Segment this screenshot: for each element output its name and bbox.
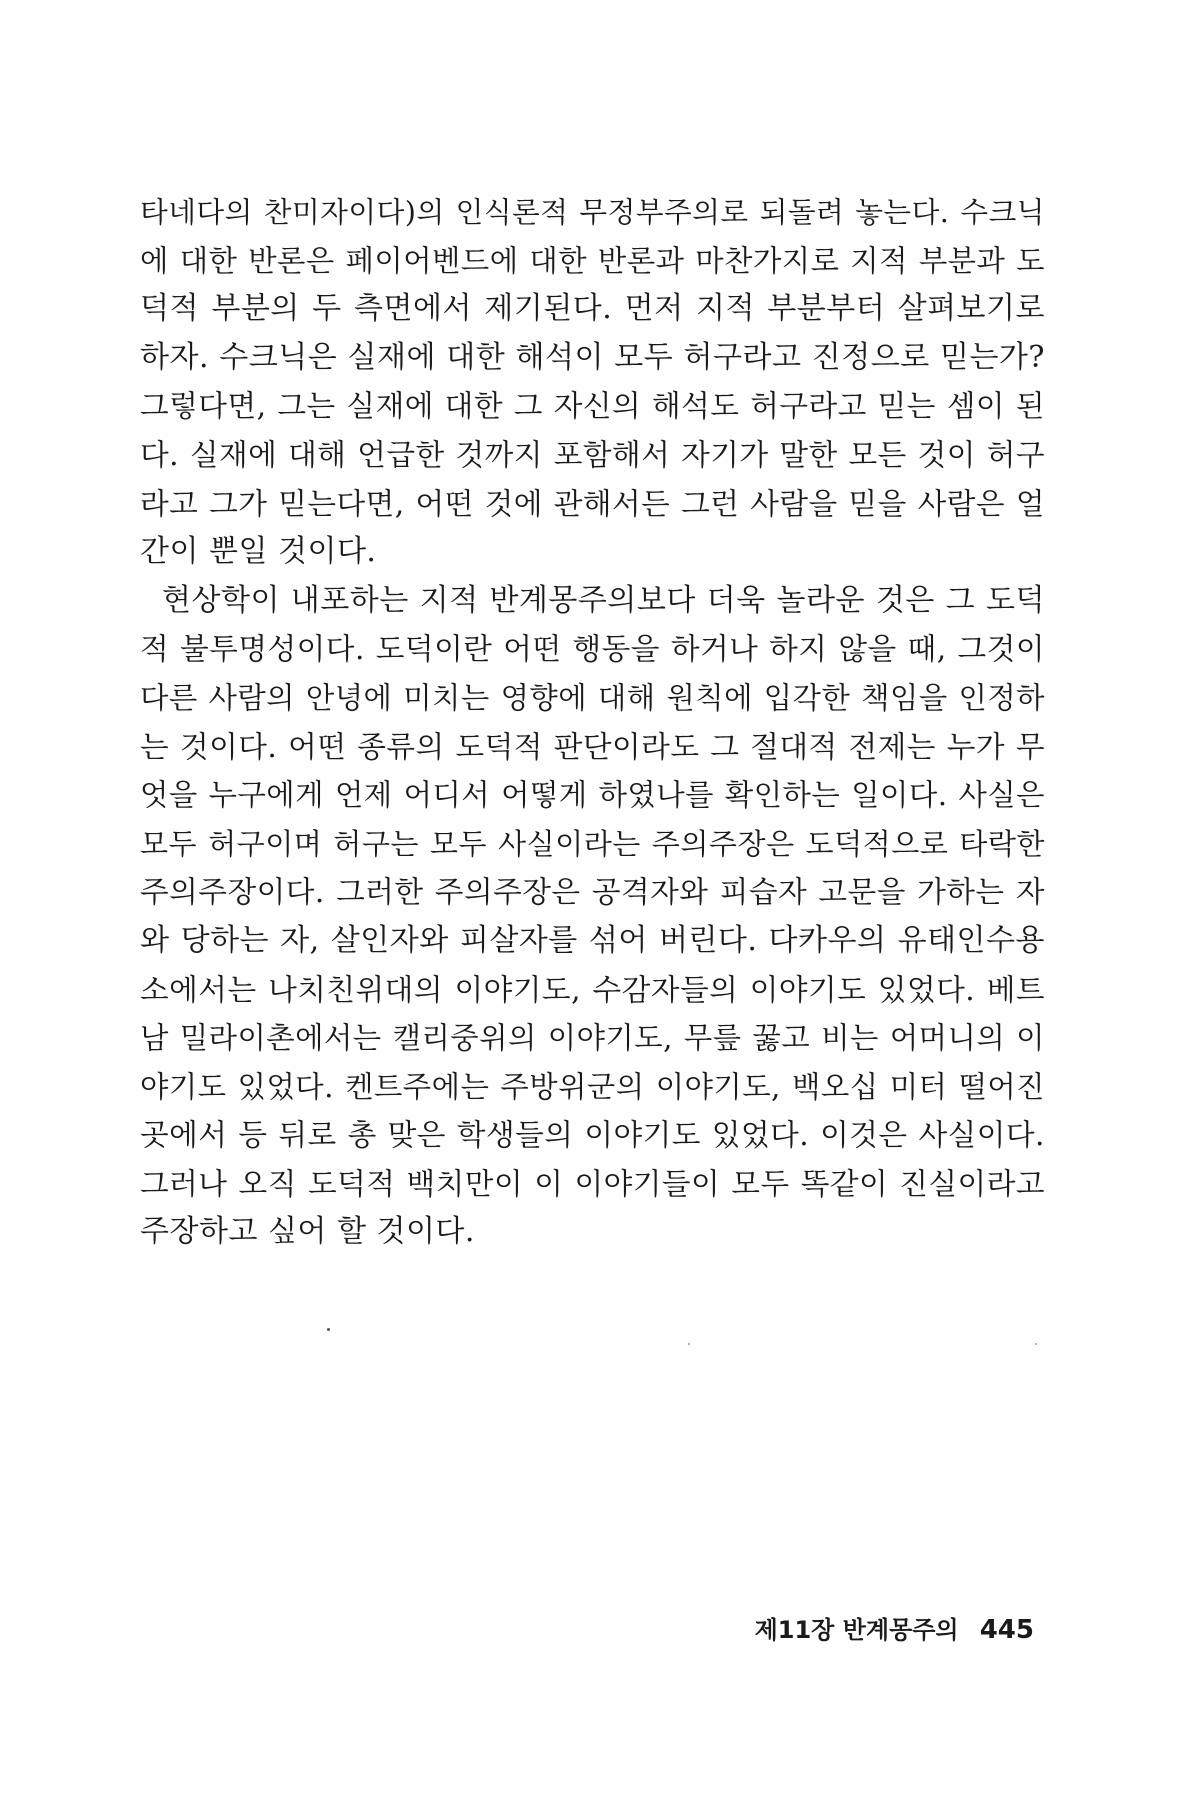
text-line: 는 것이다. 어떤 종류의 도덕적 판단이라도 그 절대적 전제는 누가 무 bbox=[140, 728, 1045, 764]
text-line: 그렇다면, 그는 실재에 대한 그 자신의 해석도 허구라고 믿는 셈이 된 bbox=[140, 388, 1045, 424]
text-line: 덕적 부분의 두 측면에서 제기된다. 먼저 지적 부분부터 살펴보기로 bbox=[140, 291, 1045, 327]
text-line: 에 대한 반론은 페이어벤드에 대한 반론과 마찬가지로 지적 부분과 도 bbox=[140, 243, 1045, 278]
text-line: 다. 실재에 대해 언급한 것까지 포함해서 자기가 말한 모든 것이 허구 bbox=[140, 436, 1045, 472]
text-line: 다른 사람의 안녕에 미치는 영향에 대해 원칙에 입각한 책임을 인정하 bbox=[140, 680, 1045, 715]
text-line: 주장하고 싶어 할 것이다. bbox=[140, 1214, 475, 1250]
paragraph-2 bbox=[140, 577, 1045, 1257]
paragraph-1 bbox=[140, 188, 1045, 577]
scan-speck bbox=[327, 1328, 330, 1331]
text-line: 야기도 있었다. 켄트주에는 주방위군의 이야기도, 백오십 미터 떨어진 bbox=[140, 1069, 1045, 1104]
text-line: 소에서는 나치친위대의 이야기도, 수감자들의 이야기도 있었다. 베트 bbox=[140, 971, 1045, 1007]
text-line: 와 당하는 자, 살인자와 피살자를 섞어 버린다. 다카우의 유태인수용 bbox=[140, 922, 1045, 958]
running-footer-chapter: 제11장 반계몽주의 bbox=[754, 1616, 959, 1644]
text-line: 곳에서 등 뒤로 총 맞은 학생들의 이야기도 있었다. 이것은 사실이다. bbox=[140, 1117, 1045, 1153]
text-line: 현상학이 내포하는 지적 반계몽주의보다 더욱 놀라운 것은 그 도덕 bbox=[162, 582, 1045, 618]
page-number: 445 bbox=[979, 1615, 1034, 1645]
scan-speck bbox=[1035, 1343, 1037, 1345]
text-line: 간이 뿐일 것이다. bbox=[140, 534, 377, 570]
page-footer bbox=[755, 1610, 1034, 1645]
text-line: 적 불투명성이다. 도덕이란 어떤 행동을 하거나 하지 않을 때, 그것이 bbox=[140, 631, 1045, 667]
text-line: 그러나 오직 도덕적 백치만이 이 이야기들이 모두 똑같이 진실이라고 bbox=[140, 1165, 1045, 1201]
scan-speck bbox=[688, 1343, 690, 1345]
text-line: 라고 그가 믿는다면, 어떤 것에 관해서든 그런 사람을 믿을 사람은 얼 bbox=[140, 485, 1045, 521]
text-line: 남 밀라이촌에서는 캘리중위의 이야기도, 무릎 꿇고 비는 어머니의 이 bbox=[140, 1021, 1045, 1056]
text-line: 타네다의 찬미자이다)의 인식론적 무정부주의로 되돌려 놓는다. 수크닉 bbox=[140, 195, 1045, 229]
text-line: 모두 허구이며 허구는 모두 사실이라는 주의주장은 도덕적으로 타락한 bbox=[140, 826, 1045, 861]
text-line: 하자. 수크닉은 실재에 대한 해석이 모두 허구라고 진정으로 믿는가? bbox=[140, 339, 1045, 375]
body-text bbox=[140, 188, 1045, 1257]
text-line: 주의주장이다. 그러한 주의주장은 공격자와 피습자 고문을 가하는 자 bbox=[140, 874, 1045, 910]
text-line: 엇을 누구에게 언제 어디서 어떻게 하였나를 확인하는 일이다. 사실은 bbox=[140, 778, 1045, 813]
